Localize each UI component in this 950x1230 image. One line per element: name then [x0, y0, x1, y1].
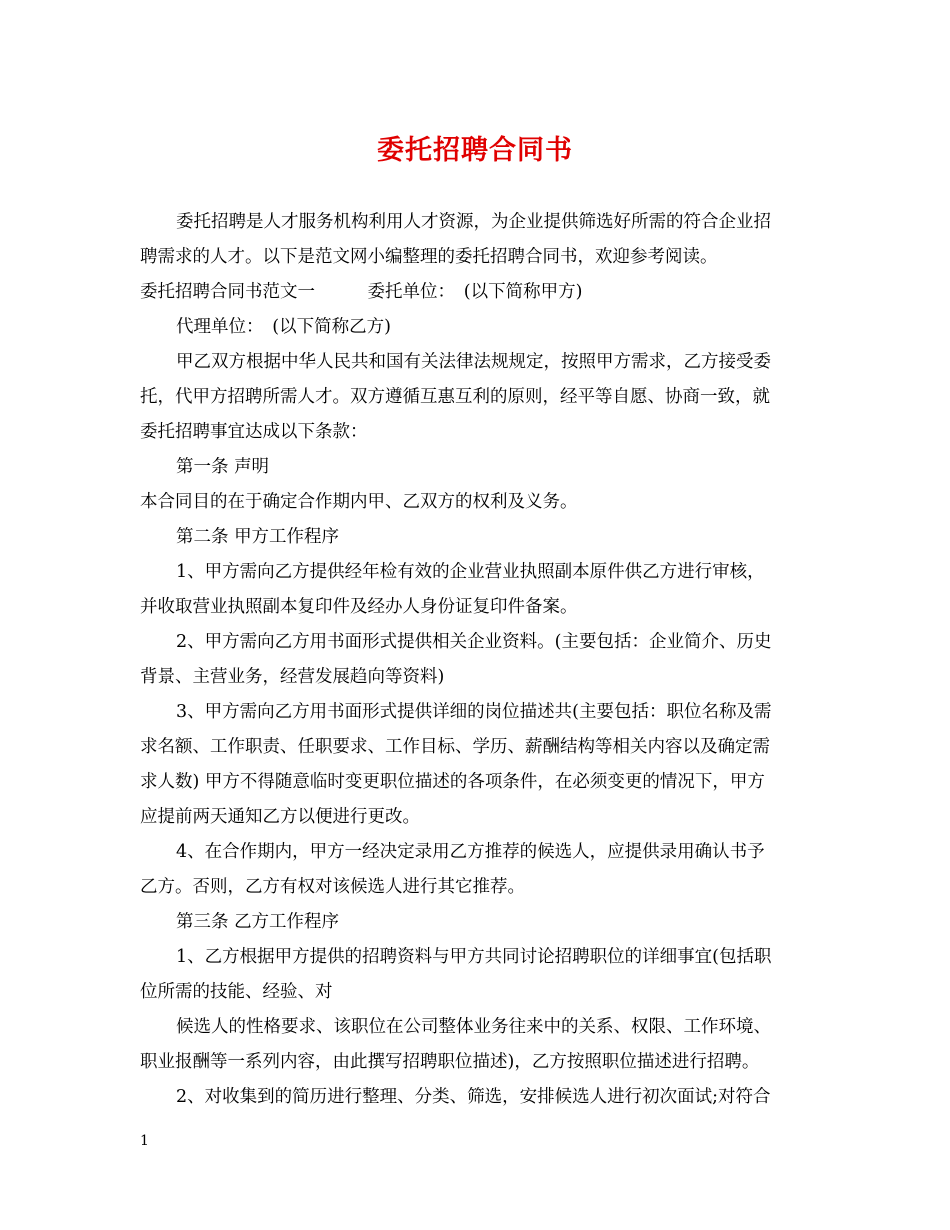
section-heading: 第三条 乙方工作程序 — [176, 912, 340, 932]
paragraph-line: 委托招聘合同书范文一 委托单位： (以下简称甲方) — [140, 282, 583, 302]
page-number: 1 — [140, 1133, 149, 1149]
paragraph-line: 2、对收集到的简历进行整理、分类、筛选，安排候选人进行初次面试;对符合 — [176, 1087, 771, 1107]
paragraph-line: 代理单位： (以下简称乙方) — [176, 317, 391, 337]
paragraph-line: 委托招聘是人才服务机构利用人才资源，为企业提供筛选好所需的符合企业招 — [176, 212, 771, 232]
paragraph-line: 候选人的性格要求、该职位在公司整体业务往来中的关系、权限、工作环境、 — [176, 1017, 771, 1037]
paragraph-line: 1、甲方需向乙方提供经年检有效的企业营业执照副本原件供乙方进行审核， — [176, 562, 765, 582]
paragraph-line: 求名额、工作职责、任职要求、工作目标、学历、薪酬结构等相关内容以及确定需 — [140, 737, 770, 757]
paragraph-line: 应提前两天通知乙方以便进行更改。 — [140, 807, 420, 827]
paragraph-line: 聘需求的人才。以下是范文网小编整理的委托招聘合同书，欢迎参考阅读。 — [140, 247, 718, 267]
paragraph-line: 托，代甲方招聘所需人才。双方遵循互惠互利的原则，经平等自愿、协商一致，就 — [140, 387, 770, 407]
section-heading: 第二条 甲方工作程序 — [176, 527, 340, 547]
paragraph-line: 职业报酬等一系列内容，由此撰写招聘职位描述)，乙方按照职位描述进行招聘。 — [140, 1052, 760, 1072]
paragraph-line: 甲乙双方根据中华人民共和国有关法律法规规定，按照甲方需求，乙方接受委 — [176, 352, 771, 372]
paragraph-line: 4、在合作期内，甲方一经决定录用乙方推荐的候选人，应提供录用确认书予 — [176, 842, 765, 862]
paragraph-line: 委托招聘事宜达成以下条款： — [140, 422, 368, 442]
paragraph-line: 1、乙方根据甲方提供的招聘资料与甲方共同讨论招聘职位的详细事宜(包括职 — [176, 947, 772, 967]
section-heading: 第一条 声明 — [176, 457, 270, 477]
paragraph-line: 位所需的技能、经验、对 — [140, 982, 333, 1002]
paragraph-line: 本合同目的在于确定合作期内甲、乙双方的权利及义务。 — [140, 492, 578, 512]
document-title: 委托招聘合同书 — [377, 135, 573, 166]
paragraph-line: 3、甲方需向乙方用书面形式提供详细的岗位描述共(主要包括：职位名称及需 — [176, 702, 772, 722]
paragraph-line: 2、甲方需向乙方用书面形式提供相关企业资料。(主要包括：企业简介、历史 — [176, 632, 772, 652]
paragraph-line: 求人数) 甲方不得随意临时变更职位描述的各项条件，在必须变更的情况下，甲方 — [140, 772, 765, 792]
paragraph-line: 背景、主营业务，经营发展趋向等资料) — [140, 667, 445, 687]
paragraph-line: 乙方。否则，乙方有权对该候选人进行其它推荐。 — [140, 877, 525, 897]
paragraph-line: 并收取营业执照副本复印件及经办人身份证复印件备案。 — [140, 597, 578, 617]
